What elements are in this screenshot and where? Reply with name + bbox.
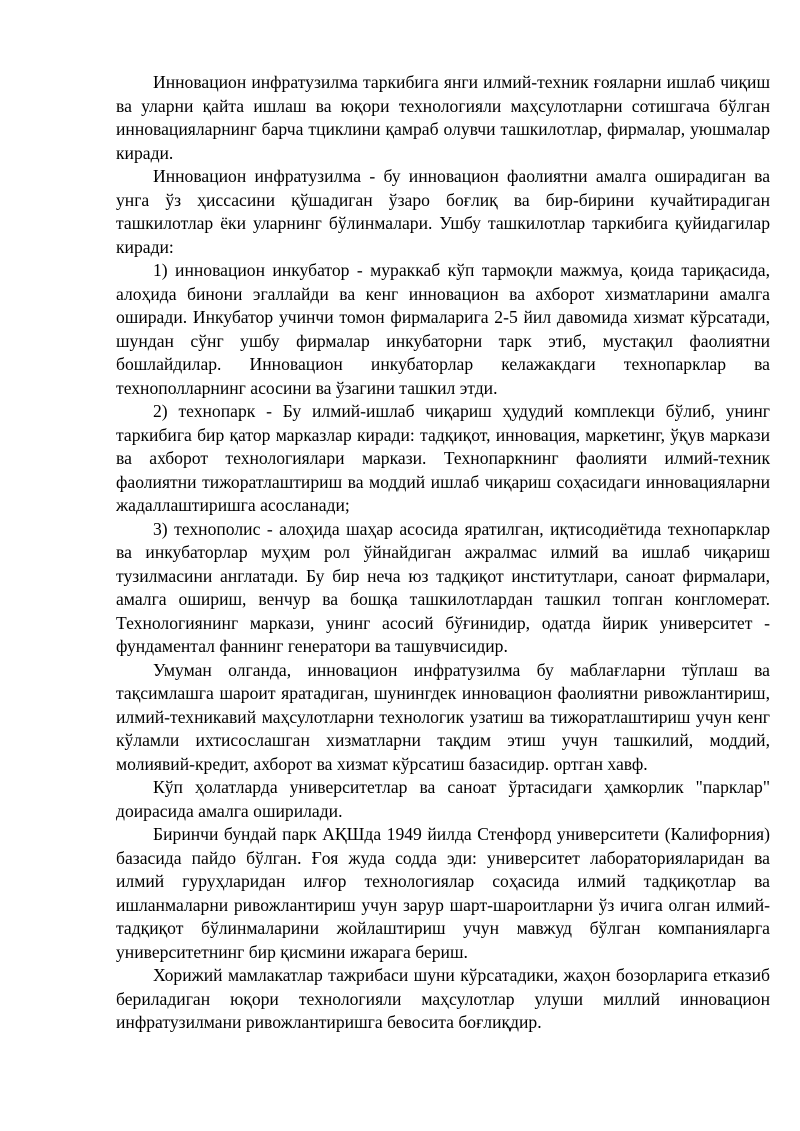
paragraph: Хорижий мамлакатлар тажрибаси шуни кўрсатадики, жаҳон бозорларига етказиб бериладиган юқори технологияли маҳсулотлар улуши миллий инновацион инфратузилмани ривожлантиришга бевосита боғлиқдир. bbox=[116, 965, 770, 1032]
paragraph: Инновацион инфратузилма - бу инновацион фаолиятни амалга оширадиган ва унга ўз ҳиссасини қўшадиган ўзаро боғлиқ ва бир-бирини кучайтирадиган ташкилотлар ёки уларнинг бўлинмалари. Ушбу ташкилотлар таркибига қуйидагилар киради: bbox=[116, 166, 770, 257]
paragraph: Умуман олганда, инновацион инфратузилма бу маблағларни тўплаш ва тақсимлашга шароит яратадиган, шунингдек инновацион фаолиятни ривожлантириш, илмий-техникавий маҳсулотларни технологик узатиш ва тижоратлаштириш учун кенг кўламли ихтисослашган хизматларни тақдим этиш учун ташкилий, моддий, молиявий-кредит, ахборот ва хизмат кўрсатиш базасидир. ортган хавф. bbox=[116, 659, 770, 774]
paragraph: 1) инновацион инкубатор - мураккаб кўп тармоқли мажмуа, қоида тариқасида, алоҳида бинони эгаллайди ва кенг инновацион ва ахборот хизматларини амалга оширади. Инкубатор учинчи томон фирмаларига 2-5 йил давомида хизмат кўрсатади, шундан сўнг ушбу фирмалар инкубаторни тарк этиб, мустақил фаолиятни бошлайдилар. Инновацион инкубаторлар келажакдаги технопарклар ва технополларнинг асосини ва ўзагини ташкил этди. bbox=[116, 260, 770, 398]
paragraph: Биринчи бундай парк АҚШда 1949 йилда Стенфорд университети (Калифорния) базасида пайдо бўлган. Ғоя жуда содда эди: университет лабораторияларидан ва илмий гуруҳларидан илғор технологиялар соҳасида илмий тадқиқотлар ва ишланмаларни ривожлантириш учун зарур шарт-шароитларни ўз ичига олган илмий-тадқиқот бўлинмаларини жойлаштириш учун мавжуд бўлган компанияларга университетнинг бир қисмини ижарага бериш. bbox=[116, 824, 770, 962]
paragraph: Инновацион инфратузилма таркибига янги илмий-техник ғояларни ишлаб чиқиш ва уларни қайта ишлаш ва юқори технологияли маҳсулотларни сотишгача бўлган инновацияларнинг барча тциклини қамраб олувчи ташкилотлар, фирмалар, уюшмалар киради. bbox=[116, 72, 770, 163]
paragraph: Кўп ҳолатларда университетлар ва саноат ўртасидаги ҳамкорлик "парклар" доирасида амалга оширилади. bbox=[116, 777, 770, 821]
paragraph: 3) технополис - алоҳида шаҳар асосида яратилган, иқтисодиётида технопарклар ва инкубаторлар муҳим рол ўйнайдиган ажралмас илмий ва ишлаб чиқариш тузилмасини англатади. Бу бир неча юз тадқиқот институтлари, саноат фирмалари, амалга ошириш, венчур ва бошқа ташкилотлардан ташкил топган конгломерат. Технологиянинг маркази, унинг асосий бўғинидир, одатда йирик университет - фундаментал фаннинг генератори ва ташувчисидир. bbox=[116, 518, 770, 656]
paragraph: 2) технопарк - Бу илмий-ишлаб чиқариш ҳудудий комплекци бўлиб, унинг таркибига бир қатор марказлар киради: тадқиқот, инновация, маркетинг, ўқув маркази ва ахборот технологиялари маркази. Технопаркнинг фаолияти илмий-техник фаолиятни тижоратлаштириш ва моддий ишлаб чиқариш соҳасидаги инновацияларни жадаллаштиришга асосланади; bbox=[116, 401, 770, 515]
document-page bbox=[116, 71, 770, 1035]
